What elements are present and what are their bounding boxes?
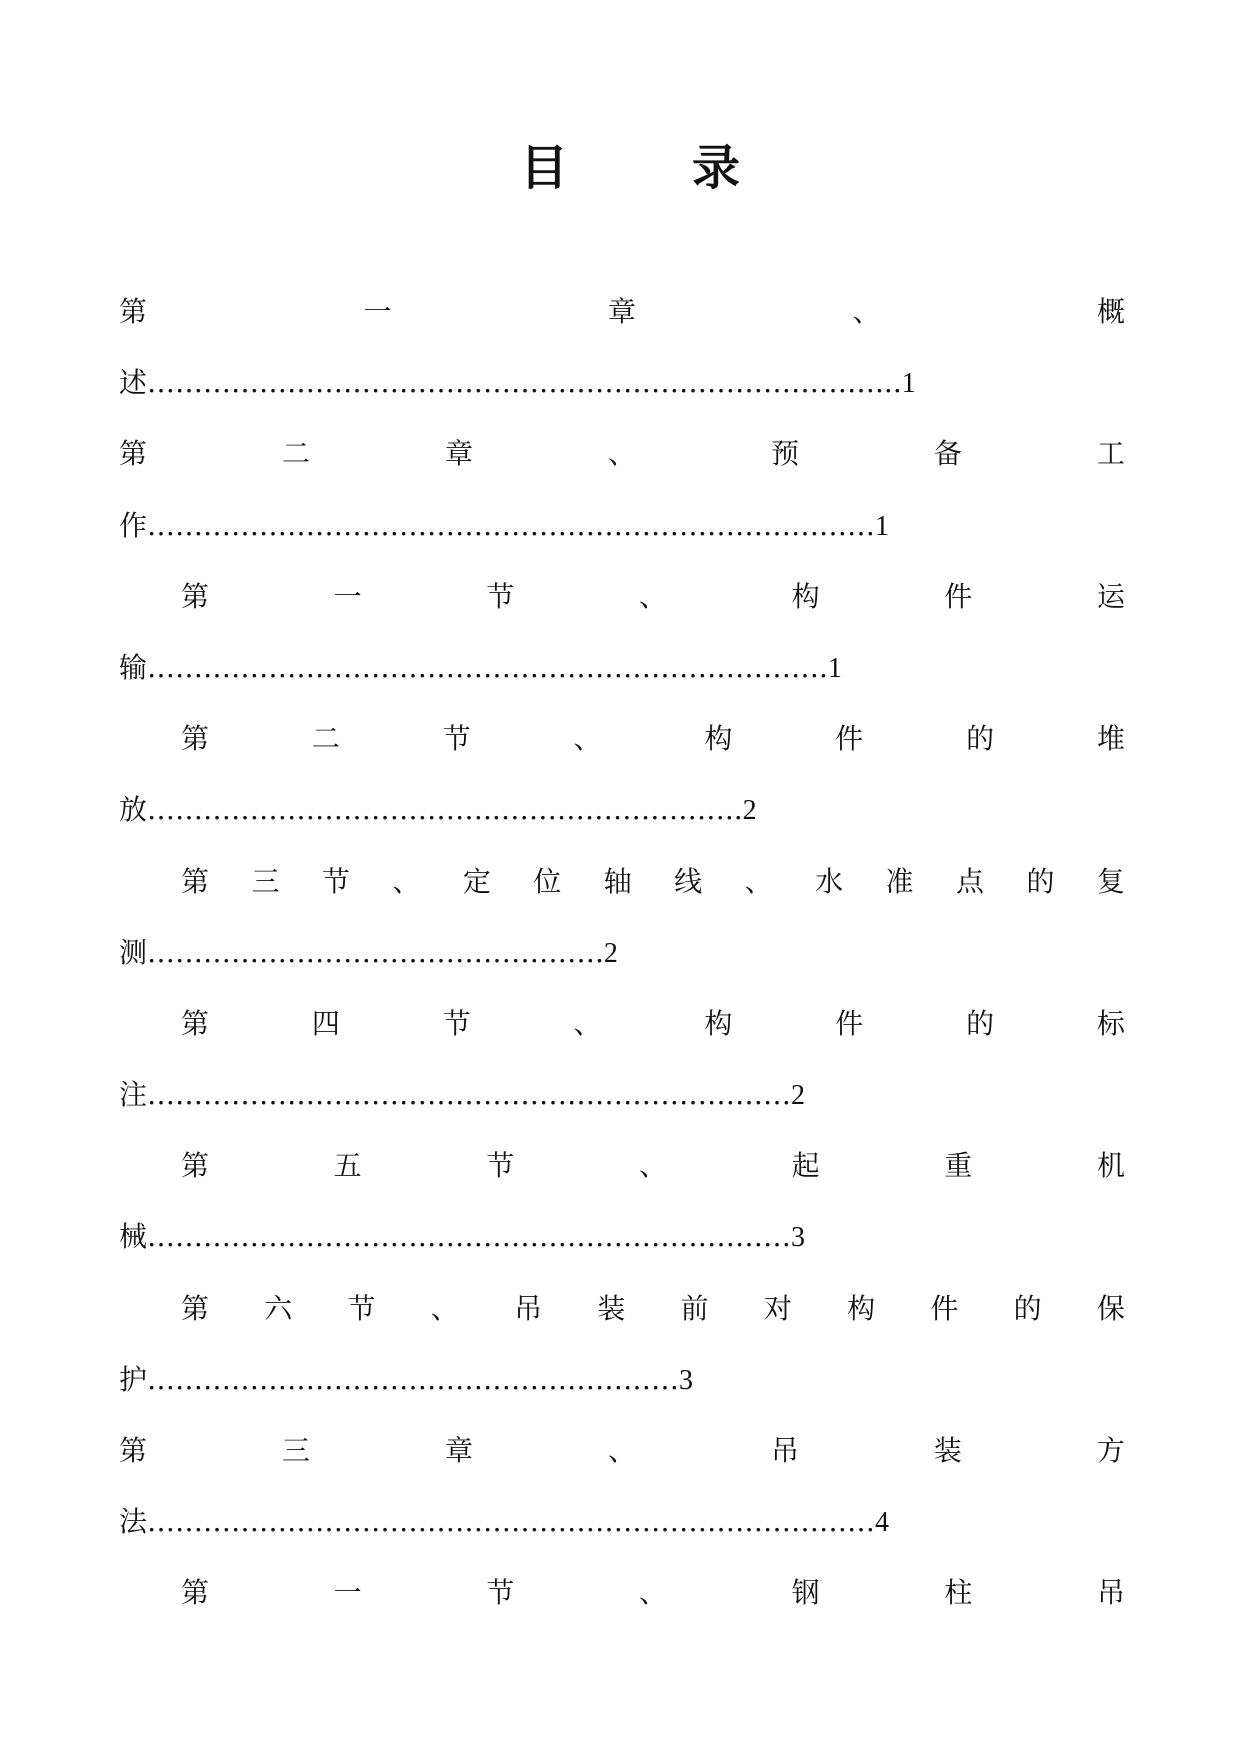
toc-heading-char: 一 [363,295,392,328]
toc-page-number: 4 [875,1507,890,1539]
toc-heading-char: 复 [1096,864,1125,898]
toc-heading-line[interactable] [119,862,1125,933]
toc-heading-char: 、 [638,1576,667,1610]
toc-dot-leader: ………………………………………………… [147,1362,680,1396]
toc-heading-char: 、 [852,295,881,328]
toc-heading-char: 、 [638,579,667,613]
toc-heading-char: 第 [181,864,210,898]
toc-heading-char: 节 [486,1576,515,1610]
toc-heading-char: 节 [486,1149,515,1183]
toc-heading-char: 备 [933,437,962,471]
toc-heading-char: 、 [573,722,602,756]
toc-heading-tail: 放 [119,793,148,827]
toc-heading-tail: 作 [119,508,148,542]
toc-heading-char: 四 [311,1006,340,1040]
toc-heading-char: 第 [181,579,210,613]
toc-dot-leader: ………………………………………………………………. [147,650,828,684]
toc-heading-char: 、 [744,864,773,898]
toc-leader-line[interactable] [119,1502,1125,1573]
title-char: 录 [691,139,740,196]
toc-heading-char: 六 [264,1291,293,1325]
toc-heading-char: 构 [847,1291,876,1325]
toc-dot-leader: ……………………………………………………………………... [147,366,902,400]
toc-leader-line[interactable] [119,1075,1125,1146]
toc-heading-char: 柱 [944,1576,973,1610]
toc-heading-line[interactable] [119,577,1125,648]
toc-heading-line[interactable] [119,1289,1125,1360]
toc-heading-char: 定 [462,864,491,898]
toc-heading-char: 线 [674,864,703,898]
toc-heading-char: 装 [597,1291,626,1325]
toc-heading-char: 、 [392,864,421,898]
toc-heading-tail: 测 [119,935,148,969]
toc-heading-char: 准 [885,864,914,898]
toc-heading-char: 机 [1096,1149,1125,1183]
toc-heading-char: 五 [333,1149,362,1183]
toc-heading-tail: 械 [119,1220,148,1254]
toc-heading-char: 钢 [791,1576,820,1610]
toc-heading-char: 的 [1013,1291,1042,1325]
toc-heading-char: 轴 [603,864,632,898]
toc-heading-char: 第 [181,1149,210,1183]
toc-dot-leader: …………………………………………. [147,935,604,969]
toc-heading-char: 、 [430,1291,459,1325]
toc-heading-char: 第 [119,437,148,471]
toc-leader-line[interactable] [119,1217,1125,1288]
toc-heading-char: 章 [607,295,636,328]
toc-dot-leader: …………………………………………………………… [147,1078,792,1112]
toc-heading-line[interactable] [119,1431,1125,1502]
toc-dot-leader: …………………………………………………………………… [147,508,876,542]
toc-heading-line[interactable] [119,434,1125,505]
toc-page-number: 3 [679,1364,694,1396]
toc-dot-leader: …………………………………………………………… [147,1220,792,1254]
toc-heading-char: 装 [933,1434,962,1467]
toc-heading-char: 构 [704,1006,733,1040]
toc-heading-char: 、 [573,1006,602,1040]
toc-heading-char: 三 [281,1434,310,1467]
toc-heading-char: 第 [181,1291,210,1325]
toc-heading-line[interactable] [119,1573,1125,1644]
toc-heading-char: 一 [333,1576,362,1610]
toc-heading-char: 的 [966,722,995,756]
toc-page-number: 3 [791,1222,806,1254]
toc-heading-char: 运 [1096,579,1125,613]
toc-heading-char: 节 [347,1291,376,1325]
toc-leader-line[interactable] [119,933,1125,1004]
toc-heading-char: 件 [930,1291,959,1325]
toc-heading-char: 件 [835,722,864,756]
toc-heading-char: 、 [638,1149,667,1183]
toc-heading-char: 起 [791,1149,820,1183]
toc-page-number: 1 [901,368,916,400]
toc-heading-tail: 输 [119,650,148,684]
toc-heading-char: 第 [181,722,210,756]
toc-leader-line[interactable] [119,648,1125,719]
toc-heading-char: 件 [944,579,973,613]
toc-page-number: 1 [875,510,890,542]
toc-heading-char: 堆 [1096,722,1125,756]
toc-heading-char: 位 [533,864,562,898]
toc-heading-line[interactable] [119,1004,1125,1075]
toc-heading-char: 构 [704,722,733,756]
toc-heading-char: 前 [680,1291,709,1325]
toc-heading-char: 吊 [1096,1576,1125,1610]
toc-page-number: 2 [603,937,618,969]
toc-heading-char: 三 [251,864,280,898]
toc-heading-char: 第 [181,1576,210,1610]
toc-heading-line[interactable] [119,292,1125,363]
title-char: 目 [520,139,569,196]
toc-leader-line[interactable] [119,1360,1125,1431]
toc-heading-char: 节 [442,1006,471,1040]
toc-heading-char: 、 [607,437,636,471]
toc-heading-char: 件 [835,1006,864,1040]
toc-page-number: 2 [791,1080,806,1112]
toc-heading-char: 预 [770,437,799,471]
toc-heading-char: 水 [815,864,844,898]
toc-heading-char: 吊 [770,1434,799,1467]
toc-heading-char: 第 [181,1006,210,1040]
toc-heading-tail: 法 [119,1505,148,1539]
toc-heading-char: 、 [607,1434,636,1467]
toc-heading-char: 重 [944,1149,973,1183]
toc-heading-char: 方 [1096,1434,1125,1467]
toc-heading-char: 的 [966,1006,995,1040]
toc-heading-char: 构 [791,579,820,613]
table-of-contents [119,292,1125,1645]
toc-heading-char: 第 [119,295,148,328]
toc-leader-line[interactable] [119,790,1125,861]
toc-heading-char: 的 [1026,864,1055,898]
toc-heading-char: 章 [444,437,473,471]
toc-heading-char: 二 [281,437,310,471]
toc-heading-char: 吊 [514,1291,543,1325]
toc-leader-line[interactable] [119,363,1125,434]
toc-heading-tail: 护 [119,1362,148,1396]
toc-dot-leader: …………………………………………………………………… [147,1505,876,1539]
toc-heading-char: 节 [442,722,471,756]
toc-dot-leader: ………………………………..…………………….. [147,793,743,827]
toc-heading-char: 概 [1096,295,1125,328]
toc-heading-char: 第 [119,1434,148,1467]
toc-heading-line[interactable] [119,719,1125,790]
toc-heading-char: 工 [1096,437,1125,471]
toc-page-number: 1 [827,652,842,684]
toc-heading-char: 标 [1096,1006,1125,1040]
toc-leader-line[interactable] [119,506,1125,577]
toc-heading-char: 节 [486,579,515,613]
toc-page-number: 2 [742,795,757,827]
toc-heading-char: 节 [321,864,350,898]
toc-heading-line[interactable] [119,1146,1125,1217]
toc-heading-tail: 述 [119,366,148,400]
toc-heading-tail: 注 [119,1078,148,1112]
toc-heading-char: 一 [333,579,362,613]
toc-heading-char: 对 [763,1291,792,1325]
toc-heading-char: 点 [955,864,984,898]
toc-heading-char: 章 [444,1434,473,1467]
toc-heading-char: 二 [311,722,340,756]
toc-heading-char: 保 [1096,1291,1125,1325]
page-title [520,128,740,198]
